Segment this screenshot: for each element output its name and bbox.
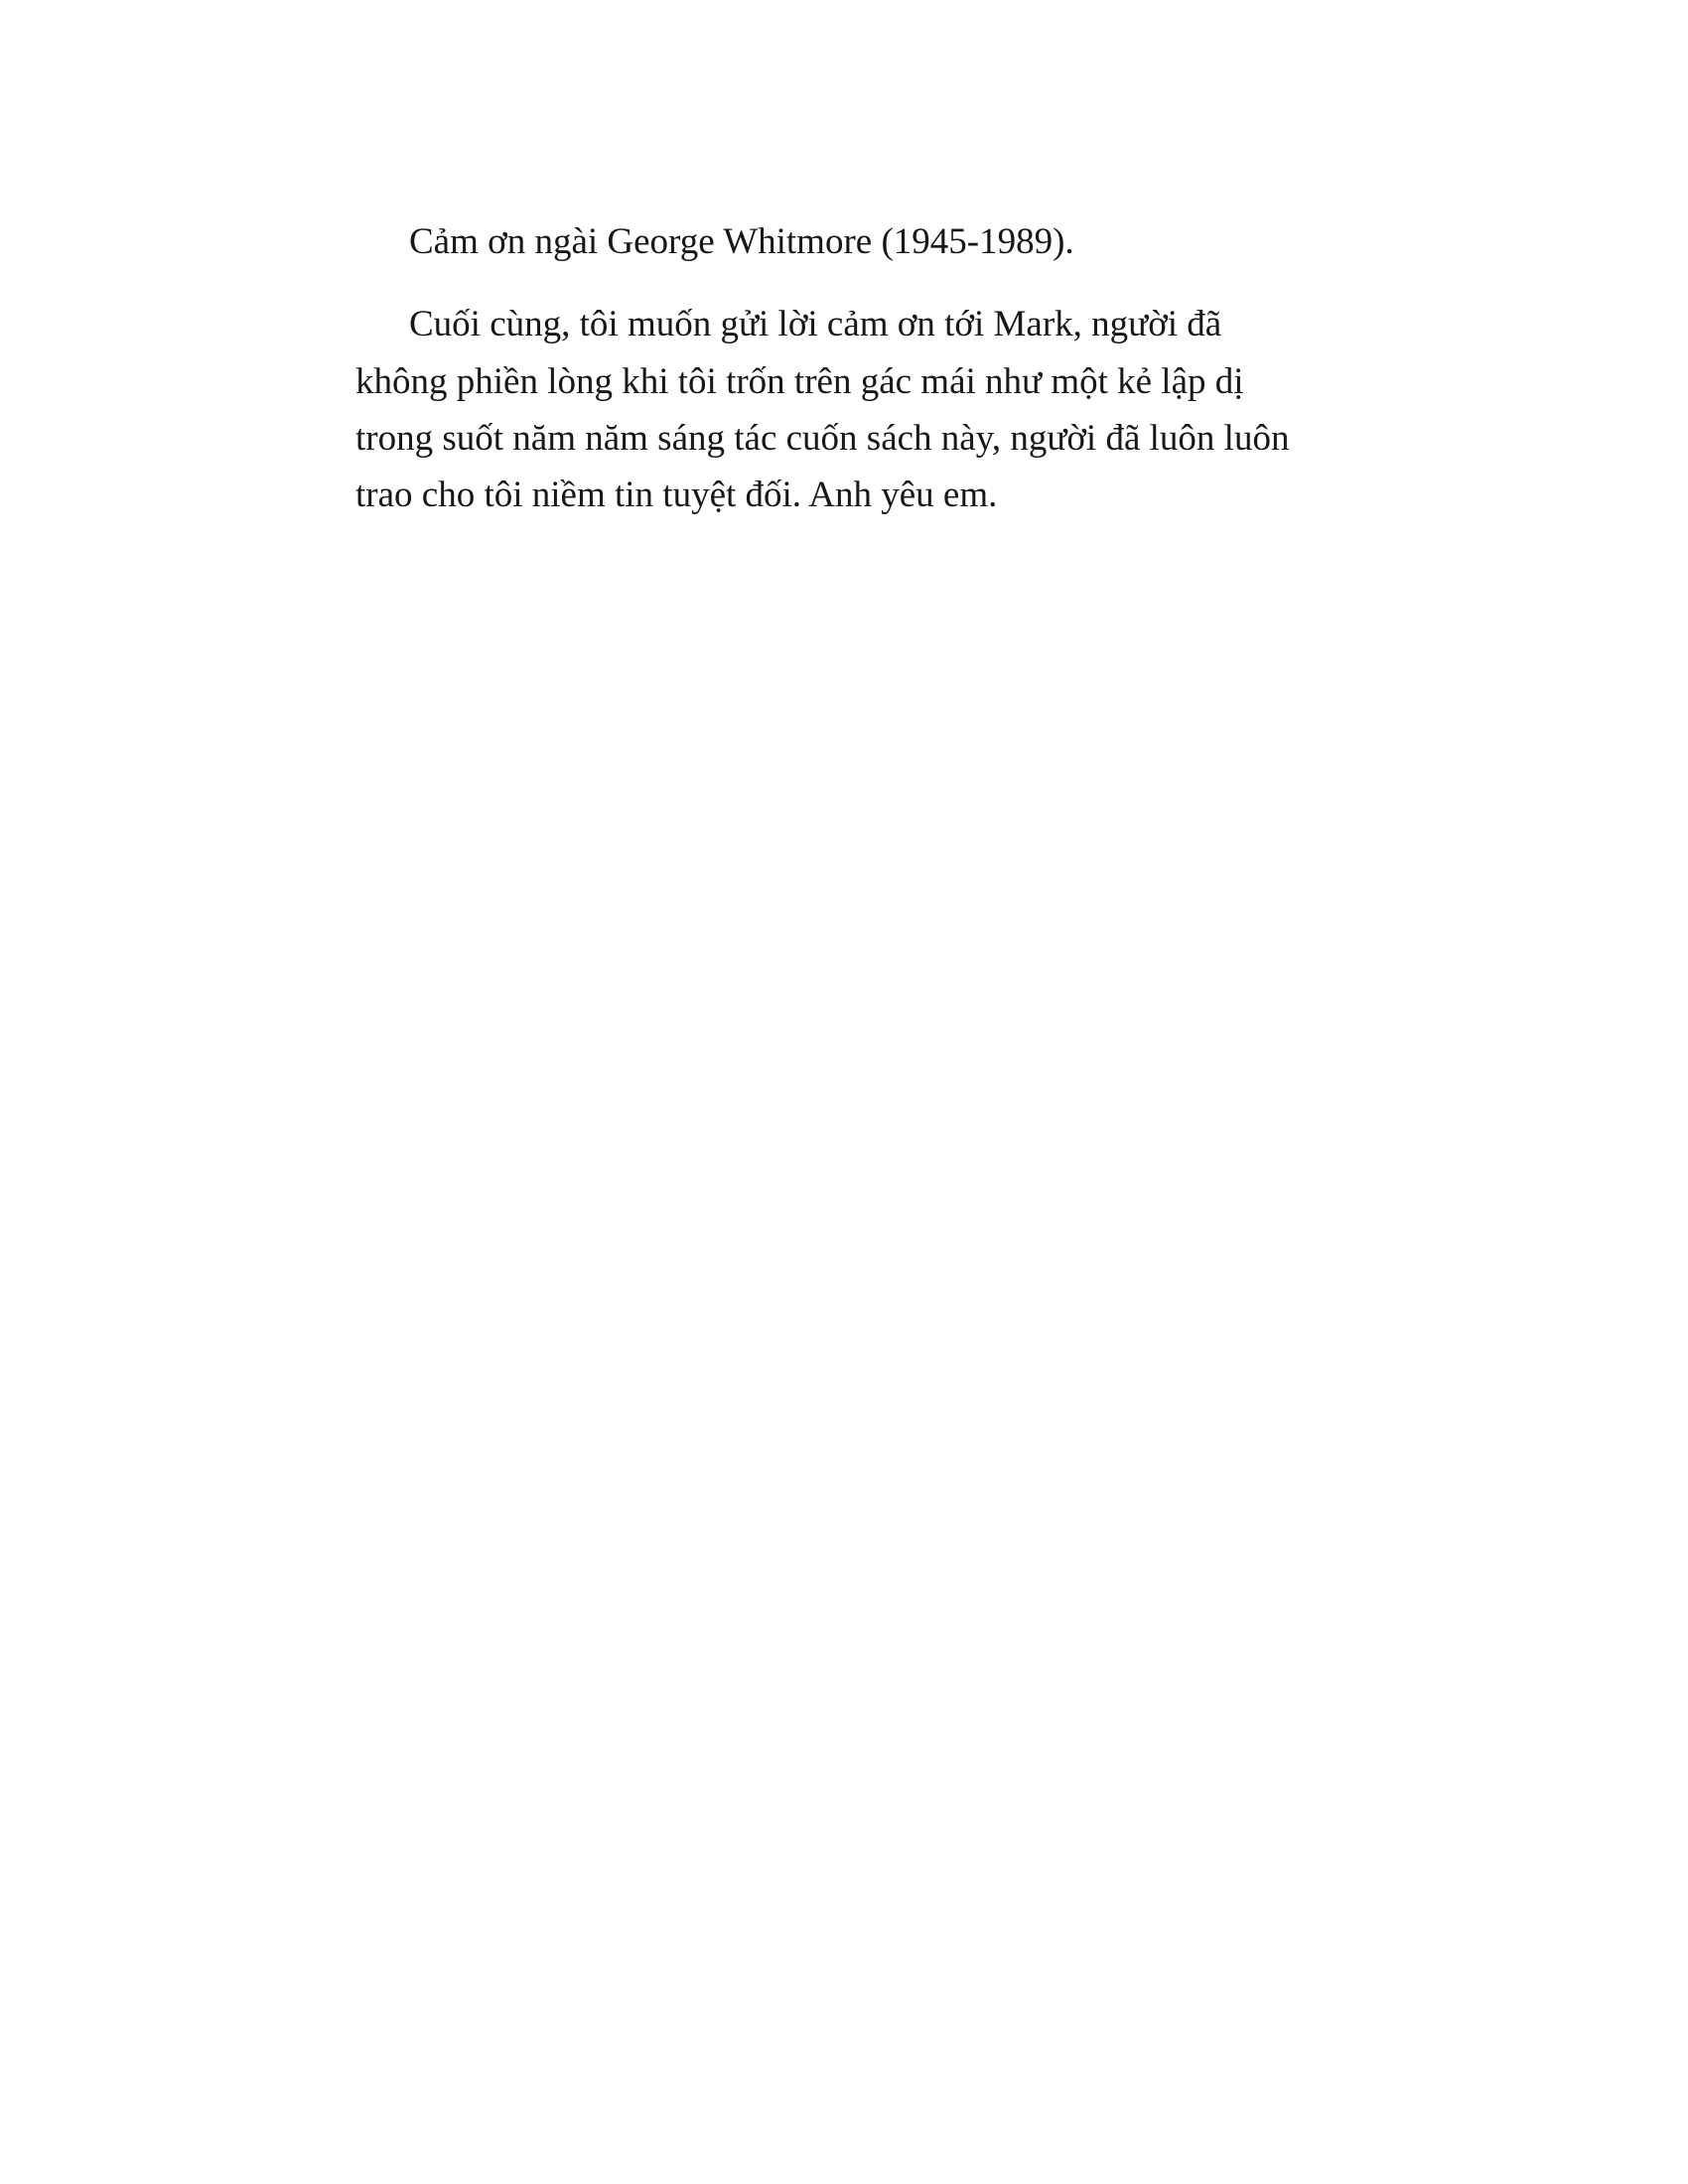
body-text-block: [355, 213, 1309, 524]
paragraph-1: Cảm ơn ngài George Whitmore (1945-1989).: [409, 221, 1074, 262]
paragraph-2: Cuối cùng, tôi muốn gửi lời cảm ơn tới Mark, người đã không phiền lòng khi tôi trốn trên gác mái như một kẻ lập dị trong suốt năm năm sáng tác cuốn sách này, người đã luôn luôn trao cho tôi niềm tin tuyệt đối. Anh yêu em.: [355, 304, 1290, 516]
